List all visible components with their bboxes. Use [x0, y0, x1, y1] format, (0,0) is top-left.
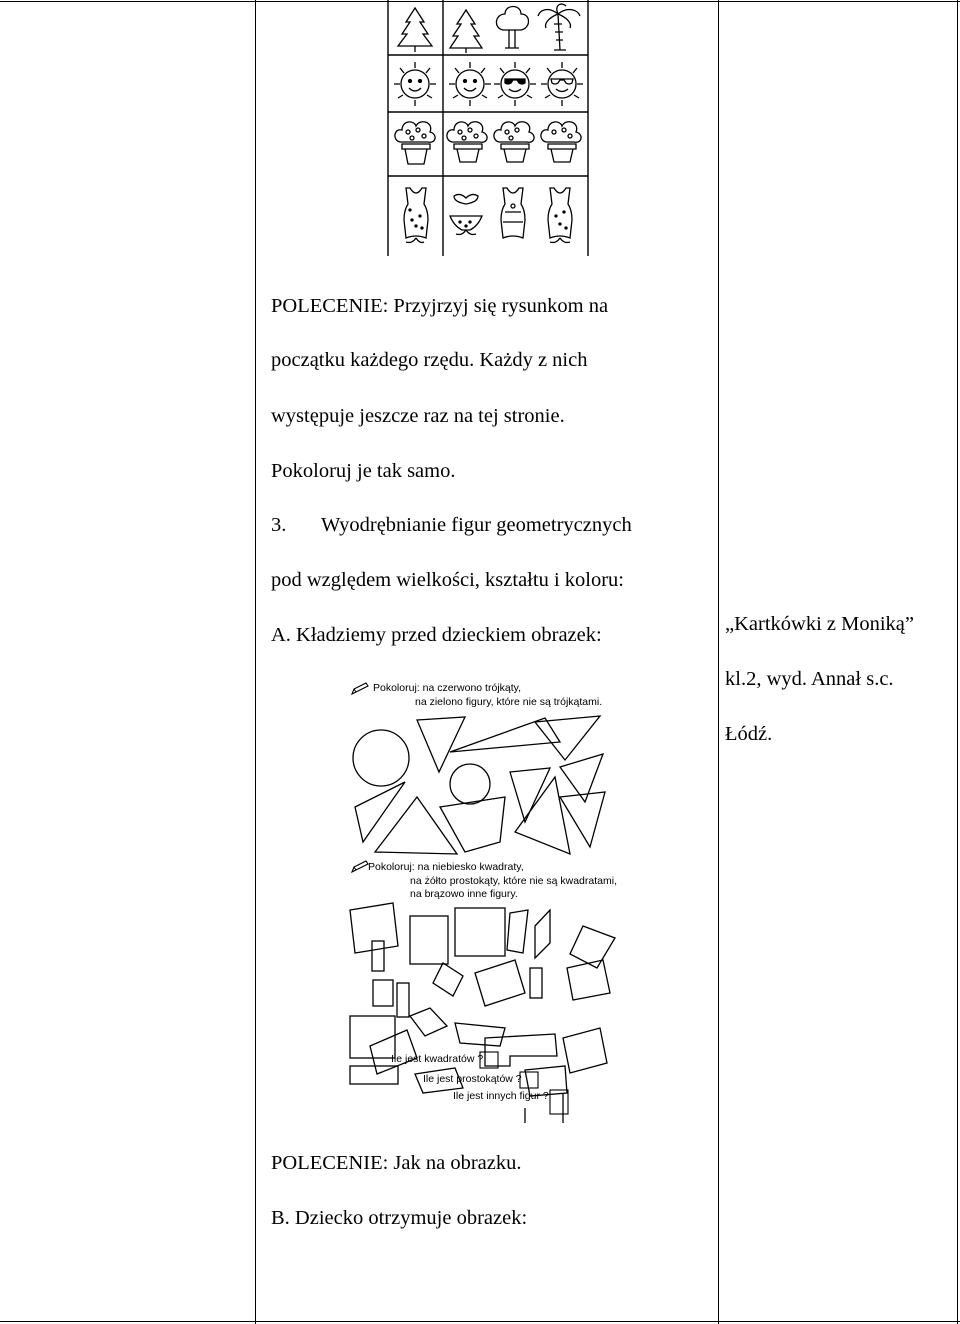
- worksheet-2-line-3: na brązowo inne figury.: [410, 888, 518, 900]
- flower-pot-icon: [541, 122, 581, 162]
- section-3-title: Wyodrębnianie figur geometrycznych: [321, 514, 632, 536]
- picture-grid: [388, 0, 588, 262]
- question-rectangles: Ile jest prostokątów ?: [423, 1073, 522, 1085]
- tree-icon: [450, 10, 482, 53]
- tree-icon: [496, 7, 528, 49]
- worksheet-1-line-1: Pokoloruj: na czerwono trójkąty,: [373, 682, 522, 694]
- swimsuit-icon: [548, 188, 572, 243]
- step-b-text: B. Dziecko otrzymuje obrazek:: [271, 1207, 528, 1229]
- worksheet-2-line-1: Pokoloruj: na niebiesko kwadraty,: [368, 861, 524, 873]
- section-3-subtitle: pod względem wielkości, kształtu i koloru:: [271, 569, 624, 591]
- answer-boxes: [478, 1050, 588, 1118]
- swimsuit-icon: [450, 194, 482, 234]
- sun-face-icon: [541, 62, 583, 106]
- swimsuit-icon: [404, 188, 428, 243]
- sun-face-icon: [449, 62, 491, 106]
- worksheet-1-line-2: na zielono figury, które nie są trójkątami.: [415, 696, 603, 708]
- flower-pot-icon: [494, 122, 534, 162]
- table-border-right: [957, 0, 958, 1324]
- source-title: „Kartkówki z Moniką”: [725, 613, 914, 635]
- question-other-figures: Ile jest innych figur ?: [453, 1090, 549, 1102]
- tree-icon: [398, 8, 432, 52]
- step-a-text: A. Kładziemy przed dzieckiem obrazek:: [271, 624, 602, 646]
- instruction-line-2: początku każdego rzędu. Każdy z nich: [271, 349, 588, 371]
- source-city: Łódź.: [725, 723, 773, 745]
- instruction-2: POLECENIE: Jak na obrazku.: [271, 1152, 522, 1174]
- instruction-line-3: występuje jeszcze raz na tej stronie.: [271, 405, 565, 427]
- instruction-line-4: Pokoloruj je tak samo.: [271, 460, 456, 482]
- table-border-bottom: [0, 1321, 960, 1322]
- instruction-line-1: POLECENIE: Przyjrzyj się rysunkom na: [271, 295, 609, 317]
- section-3-number: 3.: [271, 514, 287, 536]
- triangles-worksheet: [345, 712, 610, 857]
- table-divider-middle: [718, 0, 719, 1324]
- worksheet-2-line-2: na żółto prostokąty, które nie są kwadratami,: [410, 875, 617, 887]
- sun-face-icon: [494, 62, 536, 106]
- pencil-icon: [350, 682, 370, 696]
- swimsuit-icon: [501, 188, 525, 238]
- table-divider-left: [255, 0, 256, 1324]
- tree-icon: [538, 4, 580, 50]
- question-squares: Ile jest kwadratów ?: [391, 1053, 484, 1065]
- pencil-icon: [350, 860, 370, 874]
- flower-pot-icon: [395, 122, 435, 164]
- flower-pot-icon: [447, 122, 487, 162]
- sun-face-icon: [394, 62, 436, 106]
- source-publisher: kl.2, wyd. Annał s.c.: [725, 668, 894, 690]
